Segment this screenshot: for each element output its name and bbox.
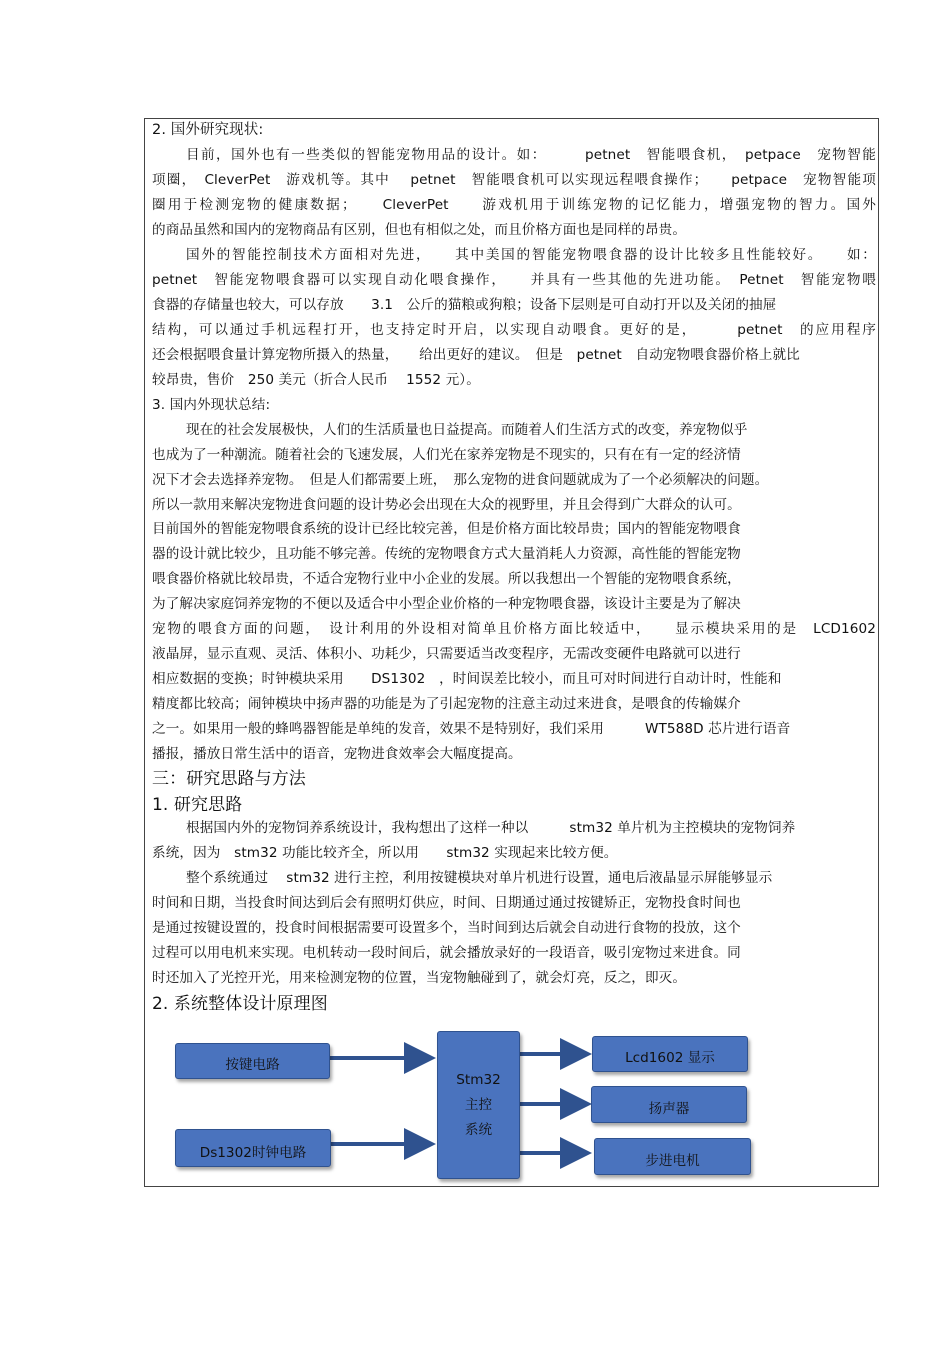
mcu-box — [437, 1031, 520, 1179]
text-line: 是通过按键设置的，投食时间根据需要可设置多个，当时间到达后就会自动进行食物的投放，这个 — [152, 920, 741, 936]
text-line: 况下才会去选择养宠物。 但是人们都需要上班， 那么宠物的进食问题就成为了一个必须解决的问题。 — [152, 472, 769, 488]
text-line: 根据国内外的宠物饲养系统设计，我构想出了这样一种以 stm32 单片机为主控模块的宠物饲养 — [186, 820, 796, 836]
mcu-label-line1: Stm32 — [456, 1071, 501, 1088]
text-line: 的商品虽然和国内的宠物商品有区别，但也有相似之处，而且价格方面也是同样的昂贵。 — [152, 222, 687, 238]
idea-title: 1. 研究思路 — [152, 795, 243, 815]
text-line: 也成为了一种潮流。随着社会的飞速发展，人们光在家养宠物是不现实的，只有在有一定的经济情 — [152, 447, 741, 463]
foreign-research-title: 2. 国外研究现状: — [152, 122, 264, 138]
speaker-label: 扬声器 — [648, 1101, 690, 1117]
mcu-label-line2: 主控 — [464, 1096, 493, 1113]
text-line: 时间和日期，当投食时间达到后会有照明灯供应，时间、日期通过通过按键矫正，宠物投食时间也 — [152, 895, 741, 911]
text-line: 结构，可以通过手机远程打开，也支持定时开启，以实现自动喂食。更好的是， petnet 的应用程序 — [152, 322, 876, 338]
text-line: 项圈， CleverPet 游戏机等。其中 petnet 智能喂食机可以实现远程喂食操作； petpace 宠物智能项 — [152, 172, 876, 188]
text-line: 整个系统通过 stm32 进行主控，利用按键模块对单片机进行设置，通电后液晶显示屏能够显示 — [186, 870, 773, 886]
motor-box — [594, 1138, 751, 1175]
text-line: 过程可以用电机来实现。电机转动一段时间后，就会播放录好的一段语音，吸引宠物过来进食。同 — [152, 945, 741, 961]
text-line: 现在的社会发展极快，人们的生活质量也日益提高。而随着人们生活方式的改变，养宠物似乎 — [186, 422, 748, 438]
text-line: 播报，播放日常生活中的语音，宠物进食效率会大幅度提高。 — [152, 746, 522, 762]
text-line: 圈用于检测宠物的健康数据； CleverPet 游戏机用于训练宠物的记忆能力，增强宠物的智力。国外 — [152, 197, 876, 213]
speaker-box — [591, 1086, 747, 1123]
text-line: 国外的智能控制技术方面相对先进， 其中美国的智能宠物喂食器的设计比较多且性能较好。 如： — [186, 247, 876, 263]
text-line: 精度都比较高；闹钟模块中扬声器的功能是为了引起宠物的注意主动过来进食，是喂食的传输媒介 — [152, 696, 741, 712]
text-line: 器的设计就比较少，且功能不够完善。传统的宠物喂食方式大量消耗人力资源，高性能的智能宠物 — [152, 546, 741, 562]
clock-circuit-box — [175, 1129, 331, 1167]
mcu-label-line3: 系统 — [464, 1121, 493, 1138]
text-line: 时还加入了光控开光，用来检测宠物的位置，当宠物触碰到了，就会灯亮，反之，即灭。 — [152, 970, 687, 986]
text-line: 目前，国外也有一些类似的智能宠物用品的设计。如： petnet 智能喂食机， petpace 宠物智能 — [186, 147, 876, 163]
text-line: 宠物的喂食方面的问题， 设计利用的外设相对简单且价格方面比较适中， 显示模块采用的是 LCD1602 — [152, 621, 876, 637]
summary-title: 3. 国内外现状总结: — [152, 397, 271, 413]
text-line: 食器的存储量也较大，可以存放 3.1 公斤的猫粮或狗粮；设备下层则是可自动打开以及关闭的抽屉 — [152, 297, 777, 313]
text-line: 为了解决家庭饲养宠物的不便以及适合中小型企业价格的一种宠物喂食器，该设计主要是为了解决 — [152, 596, 741, 612]
text-line: 相应数据的变换；时钟模块采用 DS1302 ，时间误差比较小，而且可对时间进行自动计时，性能和 — [152, 671, 782, 687]
key-circuit-box — [175, 1043, 330, 1079]
text-line: 喂食器价格就比较昂贵，不适合宠物行业中小企业的发展。所以我想出一个智能的宠物喂食系统， — [152, 571, 741, 587]
text-line: petnet 智能宠物喂食器可以实现自动化喂食操作， 并具有一些其他的先进功能。 Petnet 智能宠物喂 — [152, 272, 876, 288]
display-label: Lcd1602 显示 — [625, 1050, 715, 1066]
text-line: 目前国外的智能宠物喂食系统的设计已经比较完善，但是价格方面比较昂贵；国内的智能宠物喂食 — [152, 521, 741, 537]
display-box — [592, 1036, 748, 1072]
key-circuit-label: 按键电路 — [225, 1057, 280, 1073]
text-line: 液晶屏，显示直观、灵活、体积小、功耗少，只需要适当改变程序，无需改变硬件电路就可以进行 — [152, 646, 741, 662]
text-line: 较昂贵，售价 250 美元（折合人民币 1552 元）。 — [152, 372, 480, 388]
text-line: 所以一款用来解决宠物进食问题的设计势必会出现在大众的视野里，并且会得到广大群众的认可。 — [152, 497, 741, 513]
text-line: 之一。如果用一般的蜂鸣器智能是单纯的发音，效果不是特别好，我们采用 WT588D 芯片进行语音 — [152, 721, 791, 737]
clock-circuit-label: Ds1302时钟电路 — [199, 1145, 307, 1161]
motor-label: 步进电机 — [645, 1153, 700, 1169]
text-line: 系统，因为 stm32 功能比较齐全，所以用 stm32 实现起来比较方便。 — [152, 845, 618, 861]
diagram-title: 2. 系统整体设计原理图 — [152, 994, 328, 1014]
method-title: 三：研究思路与方法 — [152, 769, 306, 789]
text-line: 还会根据喂食量计算宠物所摄入的热量， 给出更好的建议。 但是 petnet 自动宠物喂食器价格上就比 — [152, 347, 800, 363]
